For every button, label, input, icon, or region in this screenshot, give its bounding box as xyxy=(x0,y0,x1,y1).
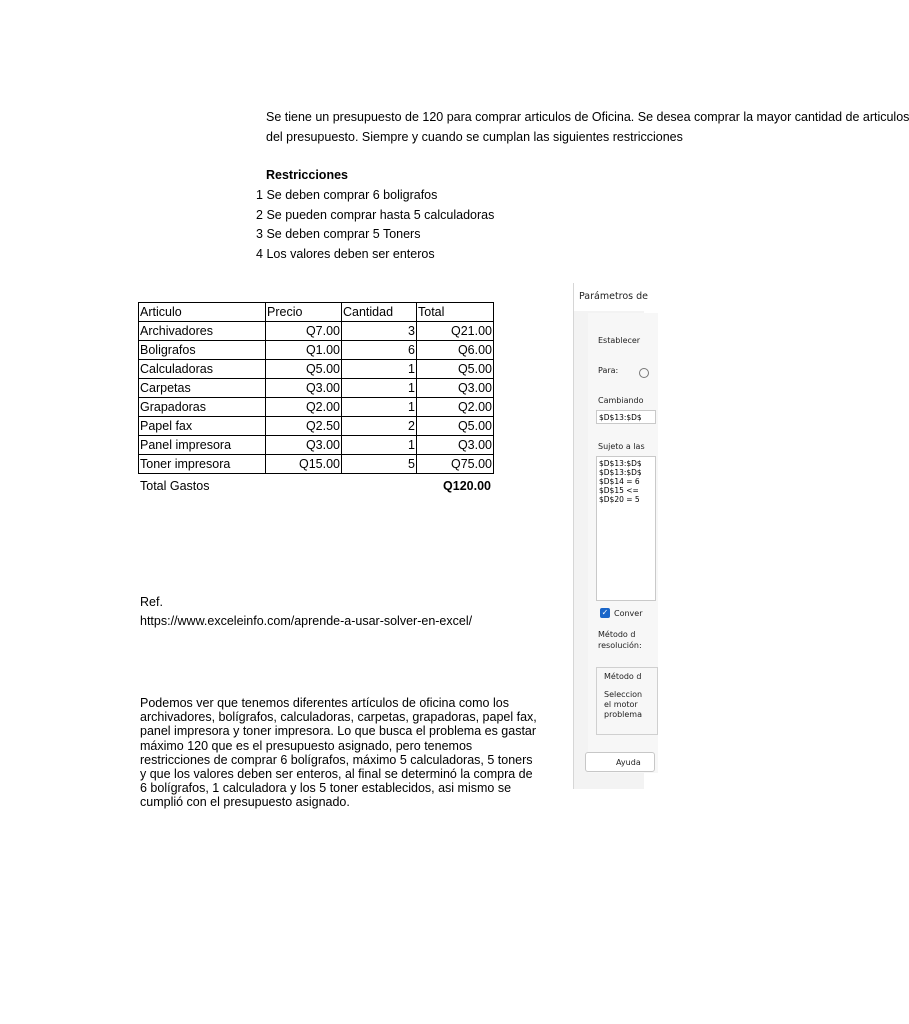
cell-precio: Q15.00 xyxy=(266,455,342,474)
cell-articulo: Carpetas xyxy=(139,379,266,398)
set-objective-label: Establecer xyxy=(598,336,641,345)
cell-articulo: Toner impresora xyxy=(139,455,266,474)
restriction-text: Los valores deben ser enteros xyxy=(266,247,435,261)
cell-precio: Q3.00 xyxy=(266,379,342,398)
items-table xyxy=(138,302,494,474)
table-row xyxy=(139,417,494,436)
restriction-number: 3 xyxy=(256,227,263,241)
reference-url[interactable]: https://www.exceleinfo.com/aprende-a-usar-solver-en-excel/ xyxy=(140,614,473,628)
cell-total: Q3.00 xyxy=(417,379,494,398)
dialog-title: Parámetros de xyxy=(579,291,649,302)
total-label: Total Gastos xyxy=(140,479,210,493)
cell-precio: Q3.00 xyxy=(266,436,342,455)
restriction-item xyxy=(256,227,420,241)
table-header-row xyxy=(139,303,494,322)
restrictions-title: Restricciones xyxy=(266,168,348,182)
help-button[interactable]: Ayuda xyxy=(585,752,655,772)
restriction-number: 4 xyxy=(256,247,263,261)
cell-precio: Q7.00 xyxy=(266,322,342,341)
table-row xyxy=(139,455,494,474)
cell-total: Q5.00 xyxy=(417,417,494,436)
constraints-list[interactable] xyxy=(596,456,656,601)
cell-articulo: Papel fax xyxy=(139,417,266,436)
cell-precio: Q1.00 xyxy=(266,341,342,360)
header-precio: Precio xyxy=(266,303,342,322)
table-row xyxy=(139,341,494,360)
header-cantidad: Cantidad xyxy=(342,303,417,322)
method-group-text: Seleccion xyxy=(604,690,643,699)
cell-total: Q2.00 xyxy=(417,398,494,417)
method-group-title: Método d xyxy=(604,672,642,681)
constraints-label: Sujeto a las xyxy=(598,442,645,451)
constraint-item[interactable]: $D$13:$D$ xyxy=(599,459,642,468)
cell-cantidad: 1 xyxy=(342,436,417,455)
cell-precio: Q5.00 xyxy=(266,360,342,379)
cell-total: Q6.00 xyxy=(417,341,494,360)
cell-cantidad: 1 xyxy=(342,379,417,398)
cell-cantidad: 5 xyxy=(342,455,417,474)
cell-total: Q5.00 xyxy=(417,360,494,379)
restriction-item xyxy=(256,188,437,202)
cell-articulo: Panel impresora xyxy=(139,436,266,455)
reference-label: Ref. xyxy=(140,595,163,609)
dialog-titlebar xyxy=(574,283,649,311)
constraint-item[interactable]: $D$14 = 6 xyxy=(599,477,640,486)
constraint-item[interactable]: $D$15 <= xyxy=(599,486,639,495)
restriction-number: 1 xyxy=(256,188,263,202)
convert-checkbox[interactable]: ✓ xyxy=(601,608,609,617)
header-articulo: Articulo xyxy=(139,303,266,322)
convert-label: Conver xyxy=(614,609,643,618)
cell-cantidad: 1 xyxy=(342,398,417,417)
cell-articulo: Archivadores xyxy=(139,322,266,341)
changing-cells-label: Cambiando xyxy=(598,396,644,405)
table-row xyxy=(139,398,494,417)
cell-total: Q3.00 xyxy=(417,436,494,455)
table-row xyxy=(139,360,494,379)
cell-cantidad: 3 xyxy=(342,322,417,341)
cell-total: Q21.00 xyxy=(417,322,494,341)
max-radio[interactable] xyxy=(639,368,649,378)
restriction-number: 2 xyxy=(256,208,263,222)
changing-cells-input[interactable]: $D$13:$D$ xyxy=(596,410,656,424)
cell-total: Q75.00 xyxy=(417,455,494,474)
restriction-item xyxy=(256,247,435,261)
constraint-item[interactable]: $D$13:$D$ xyxy=(599,468,642,477)
constraint-item[interactable]: $D$20 = 5 xyxy=(599,495,640,504)
restriction-item xyxy=(256,208,494,222)
cell-articulo: Boligrafos xyxy=(139,341,266,360)
method-group xyxy=(596,667,658,735)
solver-dialog xyxy=(573,283,649,789)
cell-precio: Q2.00 xyxy=(266,398,342,417)
intro-line-2: del presupuesto. Siempre y cuando se cumplan las siguientes restricciones xyxy=(266,130,683,144)
restriction-text: Se deben comprar 5 Toners xyxy=(266,227,421,241)
method-group-text: el motor xyxy=(604,700,638,709)
header-total: Total xyxy=(417,303,494,322)
method-label: Método d xyxy=(598,630,636,639)
method-label-2: resolución: xyxy=(598,641,642,650)
cell-cantidad: 2 xyxy=(342,417,417,436)
total-value: Q120.00 xyxy=(443,479,491,493)
cell-cantidad: 6 xyxy=(342,341,417,360)
to-label: Para: xyxy=(598,366,619,375)
table-row xyxy=(139,379,494,398)
conclusion-paragraph: Podemos ver que tenemos diferentes artículos de oficina como los archivadores, bolígrafos, calculadoras, carpetas, grapadoras, papel fax, panel impresora y toner impresora. Lo que busca el problema es gastar máximo 120 que es el presupuesto asignado, pero tenemos restricciones de comprar 6 bolígrafos, máximo 5 calculadoras, 5 toners y que los valores deben ser enteros, al final se determinó la compra de 6 bolígrafos, 1 calculadora y los 5 toner establecidos, asi mismo se cumplió con el presupuesto asignado. xyxy=(140,696,537,810)
cell-precio: Q2.50 xyxy=(266,417,342,436)
cell-articulo: Grapadoras xyxy=(139,398,266,417)
restriction-text: Se pueden comprar hasta 5 calculadoras xyxy=(266,208,495,222)
intro-line-1: Se tiene un presupuesto de 120 para comprar articulos de Oficina. Se desea comprar la mayor cantidad de articulos xyxy=(266,110,909,124)
cell-articulo: Calculadoras xyxy=(139,360,266,379)
table-row xyxy=(139,322,494,341)
method-group-text: problema xyxy=(604,710,643,719)
restriction-text: Se deben comprar 6 boligrafos xyxy=(266,188,438,202)
cell-cantidad: 1 xyxy=(342,360,417,379)
table-row xyxy=(139,436,494,455)
